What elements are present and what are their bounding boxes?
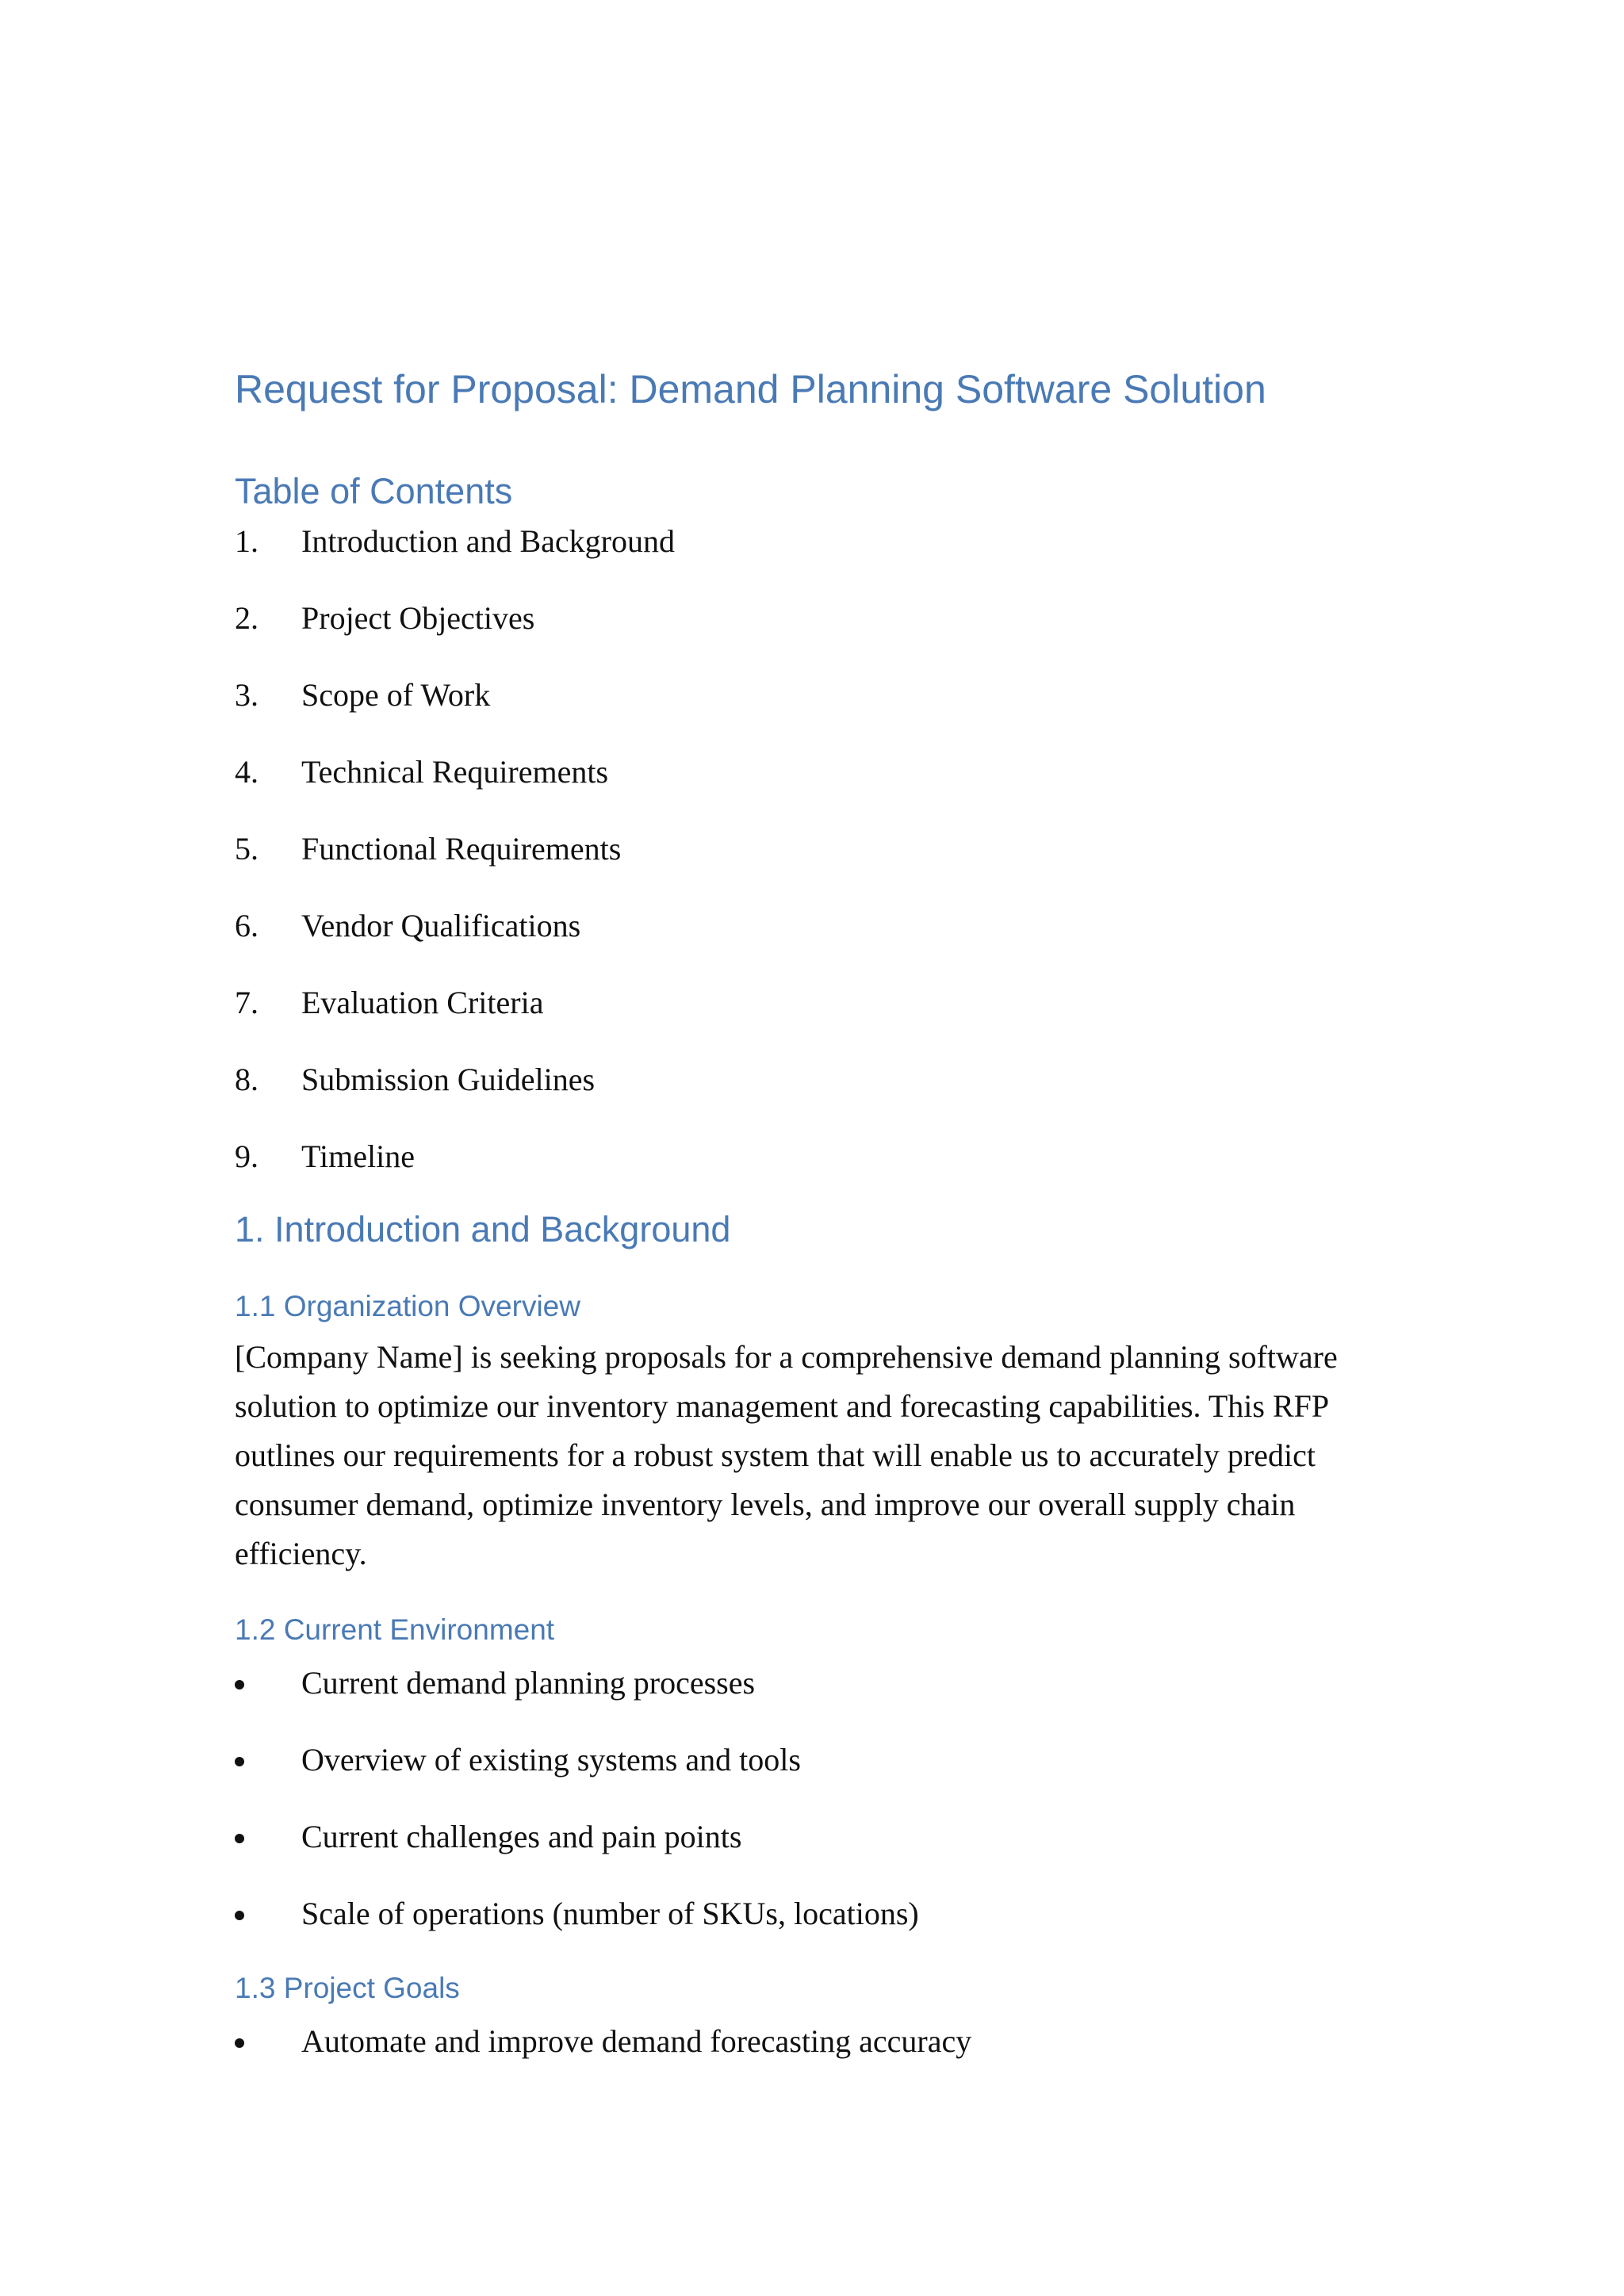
organization-overview-paragraph: [Company Name] is seeking proposals for a comprehensive demand planning software solution to optimize our inventory management and forecasting capabilities. This RFP outlines our requirements for a robust system that will enable us to accurately predict consumer demand, optimize inventory levels, and improve our overall supply chain efficiency. — [235, 1339, 1338, 1571]
toc-item — [235, 519, 1505, 564]
list-item — [235, 2019, 1505, 2064]
section-1-heading: 1. Introduction and Background — [235, 1209, 731, 1249]
bullet-icon — [235, 2038, 244, 2048]
toc-item — [235, 750, 1505, 794]
bullet-icon — [235, 1834, 244, 1843]
document-title: Request for Proposal: Demand Planning Software Solution — [235, 367, 1266, 411]
bullet-icon — [235, 1757, 244, 1766]
toc-item — [235, 904, 1505, 948]
toc-item-number: 2. — [235, 600, 259, 636]
list-item-text: Automate and improve demand forecasting accuracy — [301, 2023, 972, 2059]
toc-item-number: 5. — [235, 831, 259, 867]
toc-item-label: Scope of Work — [301, 677, 491, 713]
toc-heading: Table of Contents — [235, 471, 513, 511]
toc-item-number: 8. — [235, 1062, 259, 1097]
toc-item — [235, 981, 1505, 1025]
list-item-text: Current challenges and pain points — [301, 1819, 742, 1854]
toc-item-label: Vendor Qualifications — [301, 908, 581, 943]
subsection-1-1-heading: 1.1 Organization Overview — [235, 1290, 580, 1322]
toc-item — [235, 1135, 1505, 1179]
toc-item-label: Submission Guidelines — [301, 1062, 596, 1097]
toc-item-number: 3. — [235, 677, 259, 713]
toc-item-label: Evaluation Criteria — [301, 985, 544, 1020]
toc-item-number: 9. — [235, 1138, 259, 1174]
list-item — [235, 1738, 1505, 1782]
bullet-icon — [235, 1911, 244, 1920]
toc-item-number: 6. — [235, 908, 259, 943]
toc-item — [235, 827, 1505, 871]
toc-item — [235, 1058, 1505, 1102]
list-item — [235, 1661, 1505, 1705]
list-item — [235, 1892, 1505, 1936]
toc-item — [235, 673, 1505, 718]
bullet-icon — [235, 1680, 244, 1689]
toc-item-label: Functional Requirements — [301, 831, 622, 867]
toc-item-label: Project Objectives — [301, 600, 535, 636]
list-item-text: Scale of operations (number of SKUs, locations) — [301, 1896, 919, 1931]
toc-item — [235, 596, 1505, 641]
list-item-text: Current demand planning processes — [301, 1665, 756, 1701]
list-item — [235, 1815, 1505, 1859]
toc-item-number: 7. — [235, 985, 259, 1020]
toc-item-label: Technical Requirements — [301, 754, 609, 790]
subsection-1-2-heading: 1.2 Current Environment — [235, 1613, 555, 1646]
toc-item-label: Introduction and Background — [301, 523, 675, 559]
subsection-1-3-heading: 1.3 Project Goals — [235, 1972, 460, 2004]
toc-item-label: Timeline — [301, 1138, 415, 1174]
list-item-text: Overview of existing systems and tools — [301, 1742, 801, 1777]
toc-item-number: 4. — [235, 754, 259, 790]
toc-item-number: 1. — [235, 523, 259, 559]
